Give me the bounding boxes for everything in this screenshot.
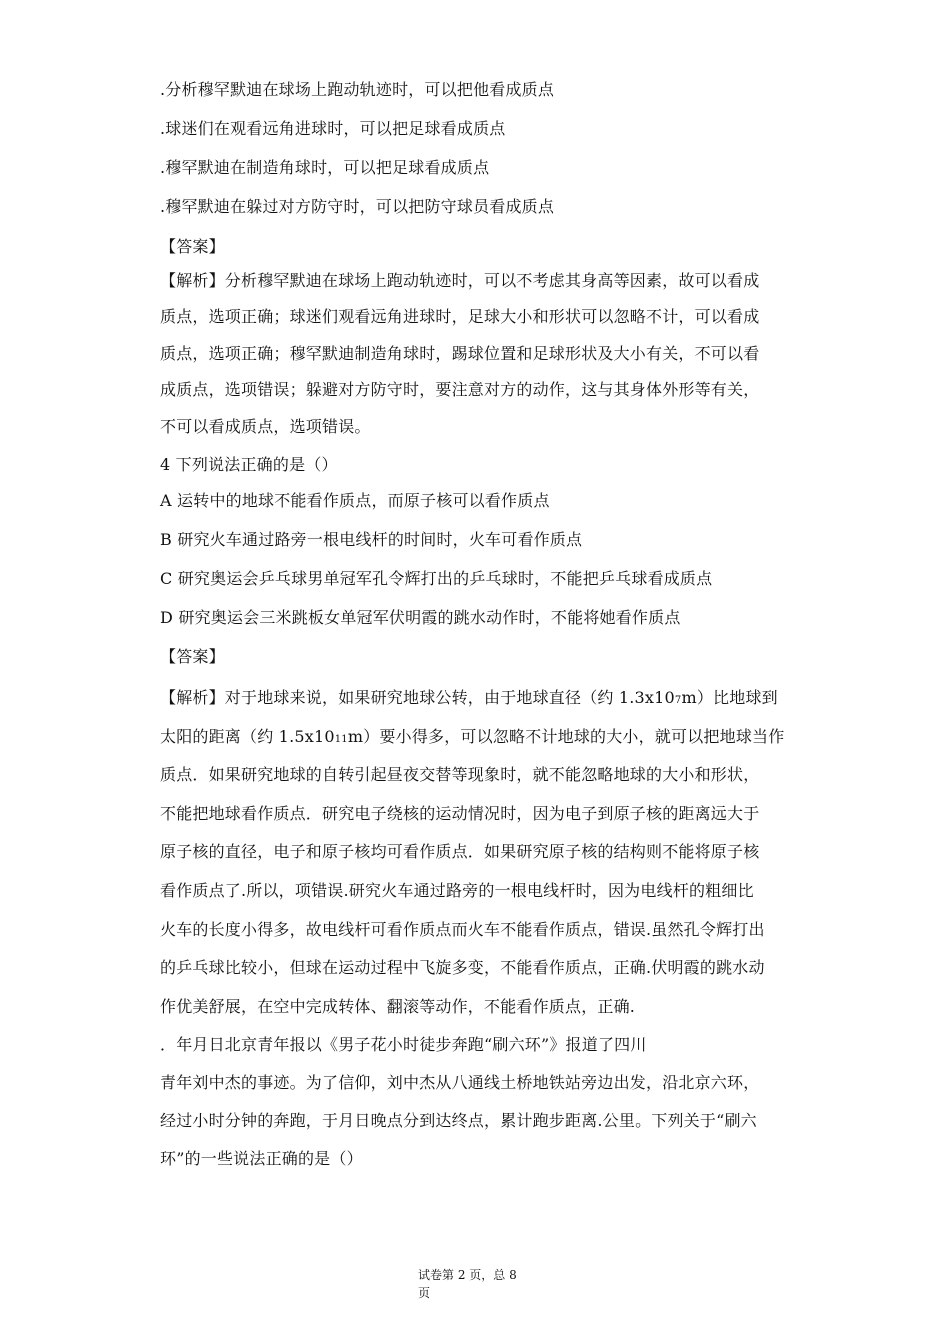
q3-option-c: .穆罕默迪在制造角球时，可以把足球看成质点 bbox=[160, 158, 490, 177]
q3-analysis-line: 不可以看成质点，选项错误。 bbox=[160, 417, 371, 436]
q4-option-d: D 研究奥运会三米跳板女单冠军伏明霞的跳水动作时，不能将她看作质点 bbox=[160, 608, 681, 627]
q3-option-d: .穆罕默迪在躲过对方防守时，可以把防守球员看成质点 bbox=[160, 197, 555, 216]
exponent-subscript: 7 bbox=[674, 695, 682, 706]
q3-answer-label: 【答案】 bbox=[160, 237, 225, 256]
page-number-line-2: 页 bbox=[418, 1286, 431, 1300]
q5-stem-line: ．年月日北京青年报以《男子花小时徒步奔跑“刷六环”》报道了四川 bbox=[160, 1035, 647, 1054]
q3-analysis-line: 质点，选项正确；球迷们观看远角进球时，足球大小和形状可以忽略不计，可以看成 bbox=[160, 307, 760, 326]
page-number-line-1: 试卷第 2 页，总 8 bbox=[418, 1268, 517, 1282]
q5-stem-line: 青年刘中杰的事迹。为了信仰，刘中杰从八通线土桥地铁站旁边出发，沿北京六环， bbox=[160, 1073, 760, 1092]
q4-analysis-line: 的乒乓球比较小，但球在运动过程中飞旋多变，不能看作质点，正确.伏明霞的跳水动 bbox=[160, 958, 765, 977]
q3-option-b: .球迷们在观看远角进球时，可以把足球看成质点 bbox=[160, 119, 506, 138]
q4-analysis-line: 原子核的直径，电子和原子核均可看作质点．如果研究原子核的结构则不能将原子核 bbox=[160, 842, 760, 861]
q4-answer-label: 【答案】 bbox=[160, 647, 225, 666]
page-footer bbox=[418, 1266, 517, 1302]
q5-stem-line: 经过小时分钟的奔跑，于月日晚点分到达终点，累计跑步距离.公里。下列关于“刷六 bbox=[160, 1111, 757, 1130]
q3-option-a: .分析穆罕默迪在球场上跑动轨迹时，可以把他看成质点 bbox=[160, 80, 555, 99]
q4-analysis-line: 作优美舒展，在空中完成转体、翻滚等动作，不能看作质点，正确. bbox=[160, 997, 636, 1016]
q4-analysis-text: m）要小得多，可以忽略不计地球的大小，就可以把地球当作 bbox=[347, 727, 785, 746]
q4-option-b: B 研究火车通过路旁一根电线杆的时间时，火车可看作质点 bbox=[160, 530, 583, 549]
exponent-subscript: 11 bbox=[334, 734, 348, 745]
q4-analysis-text: 【解析】对于地球来说，如果研究地球公转，由于地球直径（约 1.3x10 bbox=[160, 688, 675, 707]
q5-stem-line: 环”的一些说法正确的是（） bbox=[160, 1149, 363, 1168]
q4-analysis-line-2 bbox=[160, 727, 784, 750]
q3-analysis-line: 成质点，选项错误；躲避对方防守时，要注意对方的动作，这与其身体外形等有关， bbox=[160, 380, 760, 399]
q4-analysis-text: m）比地球到 bbox=[681, 688, 778, 707]
q4-option-a: A 运转中的地球不能看作质点，而原子核可以看作质点 bbox=[160, 491, 550, 510]
q4-option-c: C 研究奥运会乒乓球男单冠军孔令辉打出的乒乓球时，不能把乒乓球看成质点 bbox=[160, 569, 713, 588]
q4-analysis-text: 太阳的距离（约 1.5x10 bbox=[160, 727, 335, 746]
q4-analysis-line: 火车的长度小得多，故电线杆可看作质点而火车不能看作质点，错误.虽然孔令辉打出 bbox=[160, 920, 765, 939]
q4-stem: 4 下列说法正确的是（） bbox=[160, 455, 338, 474]
q4-analysis-line: 不能把地球看作质点．研究电子绕核的运动情况时，因为电子到原子核的距离远大于 bbox=[160, 804, 760, 823]
q4-analysis-line: 质点．如果研究地球的自转引起昼夜交替等现象时，就不能忽略地球的大小和形状， bbox=[160, 765, 760, 784]
q3-analysis-line: 质点，选项正确；穆罕默迪制造角球时，踢球位置和足球形状及大小有关，不可以看 bbox=[160, 344, 760, 363]
q4-analysis-line-1 bbox=[160, 688, 778, 711]
q3-analysis-line: 【解析】分析穆罕默迪在球场上跑动轨迹时，可以不考虑其身高等因素，故可以看成 bbox=[160, 271, 760, 290]
q4-analysis-line: 看作质点了.所以，项错误.研究火车通过路旁的一根电线杆时，因为电线杆的粗细比 bbox=[160, 881, 754, 900]
